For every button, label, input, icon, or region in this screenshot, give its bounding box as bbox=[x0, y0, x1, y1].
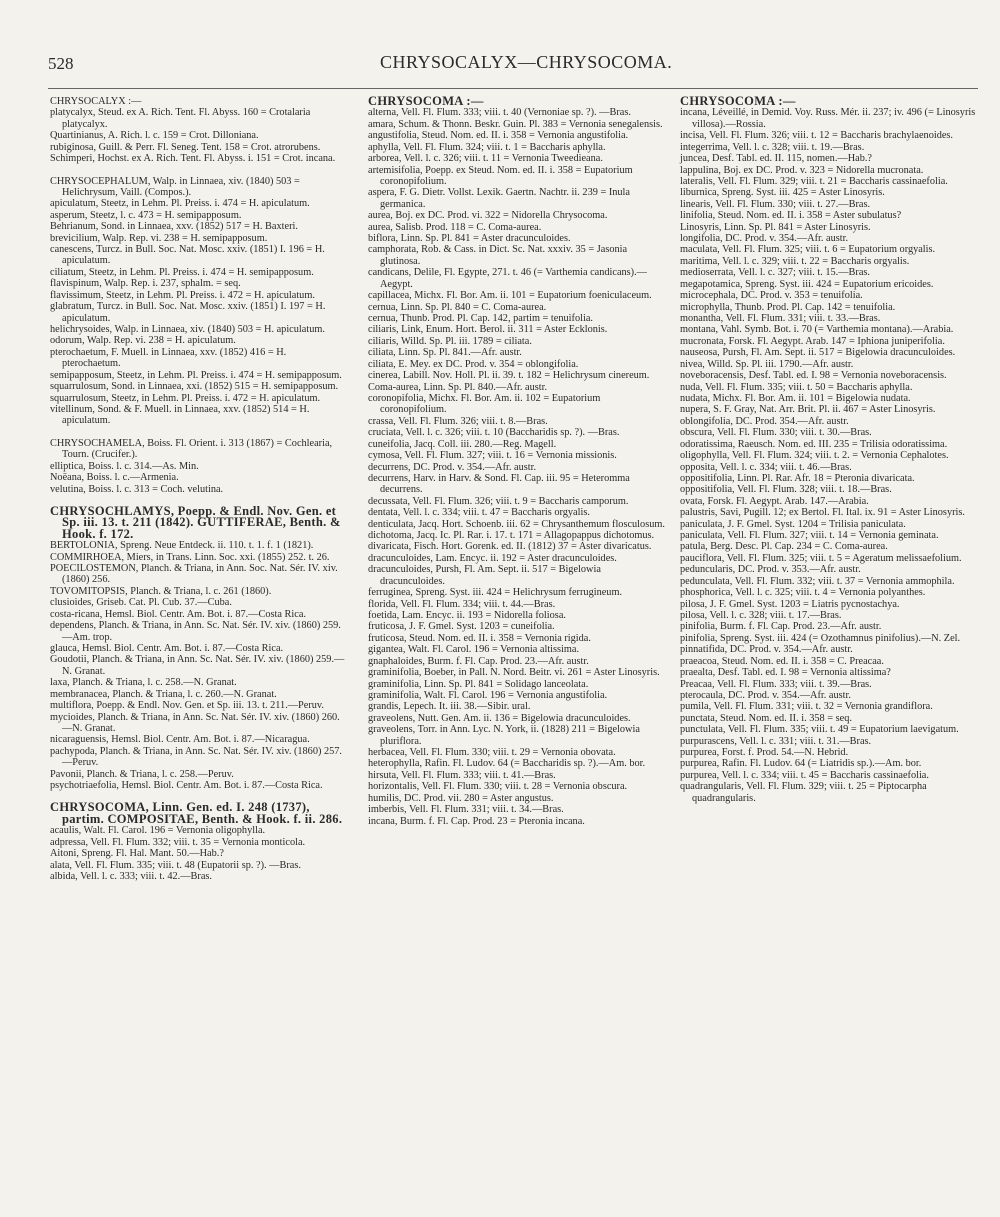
dictionary-entry: glabratum, Turcz. in Bull. Soc. Nat. Mosc. xxiv. (1851) I. 197 = H. apiculatum. bbox=[50, 301, 326, 324]
dictionary-entry: juncea, Desf. Tabl. ed. II. 115, nomen.—Hab.? bbox=[680, 153, 873, 165]
dictionary-entry: pterochaetum, F. Muell. in Linnaea, xxv. (1852) 416 = H. pterochaetum. bbox=[50, 346, 287, 370]
dictionary-entry: linifolia, Steud. Nom. ed. II. i. 358 = Aster subulatus? bbox=[680, 210, 902, 222]
dictionary-entry: Noëana, Boiss. l. c.—Armenia. bbox=[50, 472, 179, 484]
header-rule bbox=[48, 88, 978, 89]
dictionary-entry: odoratissima, Raeusch. Nom. ed. III. 235 = Trilisia odoratissima. bbox=[680, 438, 948, 450]
dictionary-entry: cinerea, Labill. Nov. Holl. Pl. ii. 39. t. 182 = Helichrysum cinereum. bbox=[368, 370, 650, 382]
dictionary-entry: pterocaula, DC. Prod. v. 354.—Afr. austr. bbox=[680, 689, 851, 701]
dictionary-entry: florida, Vell. Fl. Flum. 334; viii. t. 44.—Bras. bbox=[368, 598, 556, 610]
dictionary-entry: pinifolia, Spreng. Syst. iii. 424 (= Ozothamnus pinifolius).—N. Zel. bbox=[680, 632, 961, 644]
dictionary-entry: lappulina, Boj. ex DC. Prod. v. 323 = Nidorella mucronata. bbox=[680, 164, 924, 176]
dictionary-entry: megapotamica, Spreng. Syst. iii. 424 = Eupatorium ericoides. bbox=[680, 278, 934, 290]
genus-heading: CHRYSOCOMA :— bbox=[680, 94, 796, 108]
dictionary-entry: laxa, Planch. & Triana, l. c. 258.—N. Granat. bbox=[50, 677, 237, 689]
dictionary-entry: graminifolia, Linn. Sp. Pl. 841 = Solidago lanceolata. bbox=[368, 678, 589, 690]
dictionary-entry: grandis, Lepech. It. iii. 38.—Sibir. ural. bbox=[368, 701, 531, 713]
dictionary-entry: ovata, Forsk. Fl. Aegypt. Arab. 147.—Arabia. bbox=[680, 495, 869, 507]
dictionary-entry: oligophylla, Vell. Fl. Flum. 324; viii. t. 2. = Vernonia Cephalotes. bbox=[680, 450, 949, 462]
dictionary-entry: dichotoma, Jacq. Ic. Pl. Rar. i. 17. t. 171 = Allagopappus dichotomus. bbox=[368, 530, 655, 542]
dictionary-entry: rubiginosa, Guill. & Perr. Fl. Seneg. Tent. 158 = Crot. atrorubens. bbox=[50, 141, 321, 153]
dictionary-entry: microphylla, Thunb. Prod. Pl. Cap. 142 = tenuifolia. bbox=[680, 301, 896, 313]
dictionary-entry: pinnatifida, DC. Prod. v. 354.—Afr. austr. bbox=[680, 644, 853, 656]
dictionary-entry: dracunculoides, Pursh, Fl. Am. Sept. ii. 517 = Bigelowia dracunculoides. bbox=[368, 564, 601, 587]
column-right bbox=[680, 96, 980, 804]
dictionary-entry: Behrianum, Sond. in Linnaea, xxv. (1852) 517 = H. Baxteri. bbox=[50, 221, 298, 233]
dictionary-entry: cruciata, Vell. l. c. 326; viii. t. 10 (Baccharidis sp. ?). —Bras. bbox=[368, 427, 620, 439]
running-head: CHRYSOCALYX—CHRYSOCOMA. bbox=[380, 52, 673, 72]
dictionary-entry: ciliata, Linn. Sp. Pl. 841.—Afr. austr. bbox=[368, 347, 522, 359]
dictionary-entry: flavispinum, Walp. Rep. i. 237, sphalm. = seq. bbox=[50, 278, 241, 290]
genus-heading: CHRYSOCOMA :— bbox=[368, 94, 484, 108]
dictionary-entry: divaricata, Fisch. Hort. Gorenk. ed. II. (1812) 37 = Aster divaricatus. bbox=[368, 541, 652, 553]
dictionary-entry: membranacea, Planch. & Triana, l. c. 260.—N. Granat. bbox=[50, 688, 277, 700]
dictionary-entry: obscura, Vell. Fl. Flum. 330; viii. t. 30.—Bras. bbox=[680, 427, 872, 439]
dictionary-entry: nauseosa, Pursh, Fl. Am. Sept. ii. 517 = Bigelowia dracunculoides. bbox=[680, 347, 956, 359]
dictionary-entry: Quartinianus, A. Rich. l. c. 159 = Crot. Dilloniana. bbox=[50, 130, 259, 142]
dictionary-entry: purpurascens, Vell. l. c. 331; viii. t. 31.—Bras. bbox=[680, 735, 872, 747]
dictionary-entry: Linosyris, Linn. Sp. Pl. 841 = Aster Linosyris. bbox=[680, 221, 871, 233]
page-header bbox=[0, 44, 1000, 84]
column-left bbox=[50, 96, 345, 882]
dictionary-entry: TOVOMITOPSIS, Planch. & Triana, l. c. 261 (1860). bbox=[50, 585, 272, 597]
dictionary-entry: denticulata, Jacq. Hort. Schoenb. iii. 62 = Chrysanthemum flosculosum. bbox=[368, 518, 665, 530]
dictionary-entry: lateralis, Vell. Fl. Flum. 329; viii. t. 21 = Baccharis cassinaefolia. bbox=[680, 175, 948, 187]
dictionary-entry: brevicilium, Walp. Rep. vi. 238 = H. semipapposum. bbox=[50, 232, 268, 244]
dictionary-entry: decurrens, DC. Prod. v. 354.—Afr. austr. bbox=[368, 461, 537, 473]
dictionary-entry: COMMIRHOEA, Miers, in Trans. Linn. Soc. xxi. (1855) 252. t. 26. bbox=[50, 551, 330, 563]
dictionary-entry: longifolia, DC. Prod. v. 354.—Afr. austr. bbox=[680, 233, 849, 245]
dictionary-entry: pilosa, Vell. l. c. 328; viii. t. 17.—Bras. bbox=[680, 609, 842, 621]
dictionary-entry: crassa, Vell. Fl. Flum. 326; viii. t. 8.—Bras. bbox=[368, 415, 548, 427]
dictionary-entry: capillacea, Michx. Fl. Bor. Am. ii. 101 = Eupatorium foeniculaceum. bbox=[368, 290, 652, 302]
dictionary-entry: Schimperi, Hochst. ex A. Rich. Tent. Fl. Abyss. i. 151 = Crot. incana. bbox=[50, 153, 336, 165]
dictionary-entry: alata, Vell. Fl. Flum. 335; viii. t. 48 (Eupatorii sp. ?). —Bras. bbox=[50, 859, 301, 871]
dictionary-entry: graminifolia, Walt. Fl. Carol. 196 = Vernonia angustifolia. bbox=[368, 689, 608, 701]
dictionary-entry: phosphorica, Vell. l. c. 325; viii. t. 4 = Vernonia polyanthes. bbox=[680, 587, 926, 599]
page-number: 528 bbox=[48, 54, 74, 73]
dictionary-entry: patula, Berg. Desc. Pl. Cap. 234 = C. Coma-aurea. bbox=[680, 541, 888, 553]
dictionary-entry: linearis, Vell. Fl. Flum. 330; viii. t. 27.—Bras. bbox=[680, 198, 871, 210]
dictionary-entry: foetida, Lam. Encyc. ii. 193 = Nidorella foliosa. bbox=[368, 609, 566, 621]
dictionary-entry: oppositifolia, Vell. Fl. Flum. 328; viii. t. 18.—Bras. bbox=[680, 484, 892, 496]
dictionary-entry: Pavonii, Planch. & Triana, l. c. 258.—Peruv. bbox=[50, 768, 234, 780]
dictionary-entry: pauciflora, Vell. Fl. Flum. 325; viii. t. 5 = Ageratum melissaefolium. bbox=[680, 552, 962, 564]
dictionary-entry: integerrima, Vell. l. c. 328; viii. t. 19.—Bras. bbox=[680, 141, 865, 153]
dictionary-entry: Coma-aurea, Linn. Sp. Pl. 840.—Afr. austr. bbox=[368, 381, 548, 393]
dictionary-entry: Goudotii, Planch. & Triana, in Ann. Sc. Nat. Sér. IV. xiv. (1860) 259.—N. Granat. bbox=[50, 654, 345, 677]
dictionary-entry: maritima, Vell. l. c. 329; viii. t. 22 = Baccharis orgyalis. bbox=[680, 255, 910, 267]
dictionary-entry: punctata, Steud. Nom. ed. II. i. 358 = seq. bbox=[680, 712, 852, 724]
dictionary-entry: squarrulosum, Sond. in Linnaea, xxi. (1852) 515 = H. semipapposum. bbox=[50, 381, 339, 393]
dictionary-entry: mycioides, Planch. & Triana, in Ann. Sc. Nat. Sér. IV. xiv. (1860) 260.—N. Granat. bbox=[50, 711, 340, 734]
dictionary-entry: heterophylla, Rafin. Fl. Ludov. 64 (= Baccharidis sp. ?).—Am. bor. bbox=[368, 758, 646, 770]
dictionary-entry: albida, Vell. l. c. 333; viii. t. 42.—Bras. bbox=[50, 871, 212, 882]
dictionary-entry: paniculata, J. F. Gmel. Syst. 1204 = Trilisia paniculata. bbox=[680, 518, 906, 530]
dictionary-entry: dependens, Planch. & Triana, in Ann. Sc. Nat. Sér. IV. xiv. (1860) 259.—Am. trop. bbox=[50, 620, 341, 643]
dictionary-entry: asperum, Steetz, l. c. 473 = H. semipapposum. bbox=[50, 209, 242, 221]
dictionary-entry: praeacoa, Steud. Nom. ed. II. i. 358 = C. Preacaa. bbox=[680, 655, 884, 667]
dictionary-entry: helichrysoides, Walp. in Linnaea, xiv. (1840) 503 = H. apiculatum. bbox=[50, 324, 325, 336]
dictionary-entry: dentata, Vell. l. c. 334; viii. t. 47 = Baccharis orgyalis. bbox=[368, 507, 590, 519]
dictionary-entry: coronopifolia, Michx. Fl. Bor. Am. ii. 102 = Eupatorium coronopifolium. bbox=[368, 392, 601, 416]
dictionary-entry: platycalyx, Steud. ex A. Rich. Tent. Fl. Abyss. 160 = Crotalaria platycalyx. bbox=[50, 107, 311, 130]
dictionary-entry: humilis, DC. Prod. vii. 280 = Aster angustus. bbox=[368, 792, 554, 804]
dictionary-entry: aurea, Boj. ex DC. Prod. vi. 322 = Nidorella Chrysocoma. bbox=[368, 210, 608, 222]
dictionary-entry: mucronata, Forsk. Fl. Aegypt. Arab. 147 = Iphiona juniperifolia. bbox=[680, 335, 945, 347]
dictionary-entry: nudata, Michx. Fl. Bor. Am. ii. 101 = Bigelowia nudata. bbox=[680, 392, 911, 404]
entry-spacer bbox=[50, 165, 345, 176]
dictionary-entry: ciliaris, Willd. Sp. Pl. iii. 1789 = ciliata. bbox=[368, 335, 532, 347]
dictionary-entry: aspera, F. G. Dietr. Vollst. Lexik. Gaertn. Nachtr. ii. 239 = Inula germanica. bbox=[368, 187, 630, 210]
dictionary-entry: POECILOSTEMON, Planch. & Triana, in Ann. Soc. Nat. Sér. IV. xiv. (1860) 256. bbox=[50, 563, 338, 586]
dictionary-entry: monantha, Vell. Fl. Flum. 331; viii. t. 33.—Bras. bbox=[680, 313, 881, 325]
dictionary-entry: alterna, Vell. Fl. Flum. 333; viii. t. 40 (Vernoniae sp. ?). —Bras. bbox=[368, 107, 631, 119]
dictionary-entry: vitellinum, Sond. & F. Muell. in Linnaea, xxv. (1852) 514 = H. apiculatum. bbox=[50, 403, 310, 427]
dictionary-entry: purpurea, Forst. f. Prod. 54.—N. Hebrid. bbox=[680, 747, 849, 759]
dictionary-entry: cymosa, Vell. Fl. Flum. 327; viii. t. 16 = Vernonia missionis. bbox=[368, 450, 617, 462]
dictionary-entry: squarrulosum, Steetz, in Lehm. Pl. Preiss. i. 472 = H. apiculatum. bbox=[50, 392, 321, 404]
dictionary-entry: quadrangularis, Vell. Fl. Flum. 329; viii. t. 25 = Piptocarpha quadrangularis. bbox=[680, 781, 927, 804]
dictionary-entry: CHRYSOCHAMELA, Boiss. Fl. Orient. i. 313 (1867) = Cochlearia, Tourn. (Crucifer.). bbox=[50, 437, 333, 461]
dictionary-entry: artemisifolia, Poepp. ex Steud. Nom. ed. II. i. 358 = Eupatorium coronopifolium. bbox=[368, 164, 633, 187]
dictionary-entry: flavissimum, Steetz, in Lehm. Pl. Preiss. i. 472 = H. apiculatum. bbox=[50, 289, 315, 301]
dictionary-entry: glauca, Hemsl. Biol. Centr. Am. Bot. i. 87.—Costa Rica. bbox=[50, 642, 284, 654]
dictionary-entry: oppositifolia, Linn. Pl. Rar. Afr. 18 = Pteronia divaricata. bbox=[680, 472, 915, 484]
genus-heading: CHRYSOCOMA, Linn. Gen. ed. I. 248 (1737), partim. COMPOSITAE, Benth. & Hook. f. ii. 286. bbox=[50, 800, 343, 826]
dictionary-entry: pilosa, J. F. Gmel. Syst. 1203 = Liatris pycnostachya. bbox=[680, 598, 900, 610]
dictionary-entry: semipapposum, Steetz, in Lehm. Pl. Preiss. i. 474 = H. semipapposum. bbox=[50, 369, 342, 381]
dictionary-entry: pinifolia, Burm. f. Fl. Cap. Prod. 23.—Afr. austr. bbox=[680, 621, 882, 633]
dictionary-entry: cernua, Linn. Sp. Pl. 840 = C. Coma-aurea. bbox=[368, 301, 547, 313]
dictionary-entry: angustifolia, Steud. Nom. ed. II. i. 358 = Vernonia angustifolia. bbox=[368, 130, 629, 142]
dictionary-entry: BERTOLONIA, Spreng. Neue Entdeck. ii. 110. t. 1. f. 1 (1821). bbox=[50, 540, 314, 552]
dictionary-entry: pumila, Vell. Fl. Flum. 331; viii. t. 32 = Vernonia grandiflora. bbox=[680, 701, 933, 713]
dictionary-entry: elliptica, Boiss. l. c. 314.—As. Min. bbox=[50, 460, 199, 472]
dictionary-entry: graveolens, Nutt. Gen. Am. ii. 136 = Bigelowia dracunculoides. bbox=[368, 712, 631, 724]
dictionary-entry: decurrens, Harv. in Harv. & Sond. Fl. Cap. iii. 95 = Heteromma decurrens. bbox=[368, 472, 630, 496]
dictionary-entry: gigantea, Walt. Fl. Carol. 196 = Vernonia altissima. bbox=[368, 644, 580, 656]
column-middle bbox=[368, 96, 666, 827]
dictionary-entry: decussata, Vell. Fl. Flum. 326; viii. t. 9 = Baccharis camporum. bbox=[368, 495, 629, 507]
dictionary-entry: hirsuta, Vell. Fl. Flum. 333; viii. t. 41.—Bras. bbox=[368, 769, 556, 781]
dictionary-entry: incana, Burm. f. Fl. Cap. Prod. 23 = Pteronia incana. bbox=[368, 815, 585, 827]
dictionary-entry: imberbis, Vell. Fl. Flum. 331; viii. t. 34.—Bras. bbox=[368, 804, 564, 816]
dictionary-entry: paniculata, Vell. Fl. Flum. 327; viii. t. 14 = Vernonia geminata. bbox=[680, 530, 939, 542]
dictionary-entry: odorum, Walp. Rep. vi. 238 = H. apiculatum. bbox=[50, 335, 236, 347]
dictionary-entry: CHRYSOCEPHALUM, Walp. in Linnaea, xiv. (1840) 503 = Helichrysum, Vaill. (Compos.). bbox=[50, 175, 300, 198]
dictionary-entry: arborea, Vell. l. c. 326; viii. t. 11 = Vernonia Tweedieana. bbox=[368, 153, 603, 165]
dictionary-entry: montana, Vahl. Symb. Bot. i. 70 (= Varthemia montana).—Arabia. bbox=[680, 324, 954, 336]
dictionary-entry: nupera, S. F. Gray, Nat. Arr. Brit. Pl. ii. 467 = Aster Linosyris. bbox=[680, 404, 936, 416]
dictionary-entry: noveboracensis, Desf. Tabl. ed. I. 98 = Vernonia noveboracensis. bbox=[680, 370, 947, 382]
dictionary-entry: acaulis, Walt. Fl. Carol. 196 = Vernonia oligophylla. bbox=[50, 825, 266, 837]
dictionary-entry: liburnica, Spreng. Syst. iii. 425 = Aster Linosyris. bbox=[680, 187, 885, 199]
dictionary-entry: amara, Schum. & Thonn. Beskr. Guin. Pl. 383 = Vernonia senegalensis. bbox=[368, 118, 663, 130]
dictionary-entry: nicaraguensis, Hemsl. Biol. Centr. Am. Bot. i. 87.—Nicaragua. bbox=[50, 734, 310, 746]
dictionary-entry: incisa, Vell. Fl. Flum. 326; viii. t. 12 = Baccharis brachylaenoides. bbox=[680, 130, 954, 142]
dictionary-entry: cernua, Thunb. Prod. Pl. Cap. 142, partim = tenuifolia. bbox=[368, 313, 593, 325]
dictionary-entry: peduncularis, DC. Prod. v. 353.—Afr. austr. bbox=[680, 564, 861, 576]
dictionary-entry: purpurea, Vell. l. c. 334; viii. t. 45 = Baccharis cassinaefolia. bbox=[680, 769, 929, 781]
dictionary-entry: Preacaa, Vell. Fl. Flum. 333; viii. t. 39.—Bras. bbox=[680, 678, 872, 690]
dictionary-entry: oblongifolia, DC. Prod. 354.—Afr. austr. bbox=[680, 415, 849, 427]
dictionary-entry: cuneifolia, Jacq. Coll. iii. 280.—Reg. Magell. bbox=[368, 438, 557, 450]
dictionary-entry: adpressa, Vell. Fl. Flum. 332; viii. t. 35 = Vernonia monticola. bbox=[50, 836, 306, 848]
dictionary-entry: CHRYSOCALYX :— bbox=[50, 96, 142, 107]
dictionary-entry: opposita, Vell. l. c. 334; viii. t. 46.—Bras. bbox=[680, 461, 852, 473]
genus-heading: CHRYSOCHLAMYS, Poepp. & Endl. Nov. Gen. et Sp. iii. 13. t. 211 (1842). GUTTIFERAE, Benth. & Hook. f. 172. bbox=[50, 503, 341, 541]
dictionary-entry: psychotriaefolia, Hemsl. Biol. Centr. Am. Bot. i. 87.—Costa Rica. bbox=[50, 780, 323, 792]
dictionary-entry: apiculatum, Steetz, in Lehm. Pl. Preiss. i. 474 = H. apiculatum. bbox=[50, 198, 310, 210]
dictionary-entry: palustris, Savi, Pugill. 12; ex Bertol. Fl. Ital. ix. 91 = Aster Linosyris. bbox=[680, 507, 965, 519]
dictionary-entry: clusioides, Griseb. Cat. Pl. Cub. 37.—Cuba. bbox=[50, 597, 232, 609]
dictionary-entry: camphorata, Rob. & Cass. in Dict. Sc. Nat. xxxiv. 35 = Jasonia glutinosa. bbox=[368, 244, 628, 267]
dictionary-entry: punctulata, Vell. Fl. Flum. 335; viii. t. 49 = Eupatorium laevigatum. bbox=[680, 724, 959, 736]
dictionary-entry: ciliatum, Steetz, in Lehm. Pl. Preiss. i. 474 = H. semipapposum. bbox=[50, 266, 314, 278]
dictionary-entry: gnaphaloides, Burm. f. Fl. Cap. Prod. 23.—Afr. austr. bbox=[368, 655, 589, 667]
dictionary-entry: velutina, Boiss. l. c. 313 = Coch. velutina. bbox=[50, 483, 224, 495]
dictionary-entry: horizontalis, Vell. Fl. Flum. 330; viii. t. 28 = Vernonia obscura. bbox=[368, 781, 628, 793]
dictionary-entry: dracunculoides, Lam. Encyc. ii. 192 = Aster dracunculoides. bbox=[368, 552, 617, 564]
dictionary-entry: fruticosa, Steud. Nom. ed. II. i. 358 = Vernonia rigida. bbox=[368, 632, 591, 644]
dictionary-entry: nivea, Willd. Sp. Pl. iii. 1790.—Afr. austr. bbox=[680, 358, 854, 370]
dictionary-entry: ciliaris, Link, Enum. Hort. Berol. ii. 311 = Aster Ecklonis. bbox=[368, 324, 608, 336]
dictionary-entry: biflora, Linn. Sp. Pl. 841 = Aster dracunculoides. bbox=[368, 233, 571, 245]
dictionary-entry: herbacea, Vell. Fl. Flum. 330; viii. t. 29 = Vernonia obovata. bbox=[368, 747, 616, 759]
dictionary-entry: maculata, Vell. Fl. Flum. 325; viii. t. 6 = Eupatorium orgyalis. bbox=[680, 244, 936, 256]
dictionary-entry: aphylla, Vell. Fl. Flum. 324; viii. t. 1 = Baccharis aphylla. bbox=[368, 141, 606, 153]
dictionary-entry: canescens, Turcz. in Bull. Soc. Nat. Mosc. xxiv. (1851) I. 196 = H. apiculatum. bbox=[50, 244, 325, 267]
dictionary-entry: aurea, Salisb. Prod. 118 = C. Coma-aurea. bbox=[368, 221, 542, 233]
dictionary-entry: medioserrata, Vell. l. c. 327; viii. t. 15.—Bras. bbox=[680, 267, 870, 279]
dictionary-entry: ciliata, E. Mey. ex DC. Prod. v. 354 = oblongifolia. bbox=[368, 358, 579, 370]
entry-spacer bbox=[50, 427, 345, 438]
dictionary-entry: purpurea, Rafin. Fl. Ludov. 64 (= Liatridis sp.).—Am. bor. bbox=[680, 758, 922, 770]
dictionary-entry: graminifolia, Boeber, in Pall. N. Nord. Beitr. vi. 261 = Aster Linosyris. bbox=[368, 667, 660, 679]
dictionary-entry: pedunculata, Vell. Fl. Flum. 332; viii. t. 37 = Vernonia ammophila. bbox=[680, 575, 955, 587]
dictionary-entry: Aitoni, Spreng. Fl. Hal. Mant. 50.—Hab.? bbox=[50, 848, 224, 860]
dictionary-entry: nuda, Vell. Fl. Flum. 335; viii. t. 50 = Baccharis aphylla. bbox=[680, 381, 913, 393]
dictionary-entry: pachypoda, Planch. & Triana, in Ann. Sc. Nat. Sér. IV. xiv. (1860) 257.—Peruv. bbox=[50, 745, 343, 769]
dictionary-entry: multiflora, Poepp. & Endl. Nov. Gen. et Sp. iii. 13. t. 211.—Peruv. bbox=[50, 700, 324, 712]
dictionary-entry: costa-ricana, Hemsl. Biol. Centr. Am. Bot. i. 87.—Costa Rica. bbox=[50, 608, 306, 620]
dictionary-entry: incana, Léveillé, in Demid. Voy. Russ. Mér. ii. 237; iv. 496 (= Linosyris villosa).—Rossia. bbox=[680, 107, 976, 130]
dictionary-entry: fruticosa, J. F. Gmel. Syst. 1203 = cuneifolia. bbox=[368, 621, 555, 633]
dictionary-entry: microcephala, DC. Prod. v. 353 = tenuifolia. bbox=[680, 290, 863, 302]
dictionary-entry: praealta, Desf. Tabl. ed. I. 98 = Vernonia altissima? bbox=[680, 667, 891, 679]
dictionary-entry: ferruginea, Spreng. Syst. iii. 424 = Helichrysum ferrugineum. bbox=[368, 587, 623, 599]
dictionary-entry: graveolens, Torr. in Ann. Lyc. N. York, ii. (1828) 211 = Bigelowia pluriflora. bbox=[368, 724, 640, 747]
dictionary-entry: candicans, Delile, Fl. Egypte, 271. t. 46 (= Varthemia candicans).—Aegypt. bbox=[368, 267, 647, 290]
